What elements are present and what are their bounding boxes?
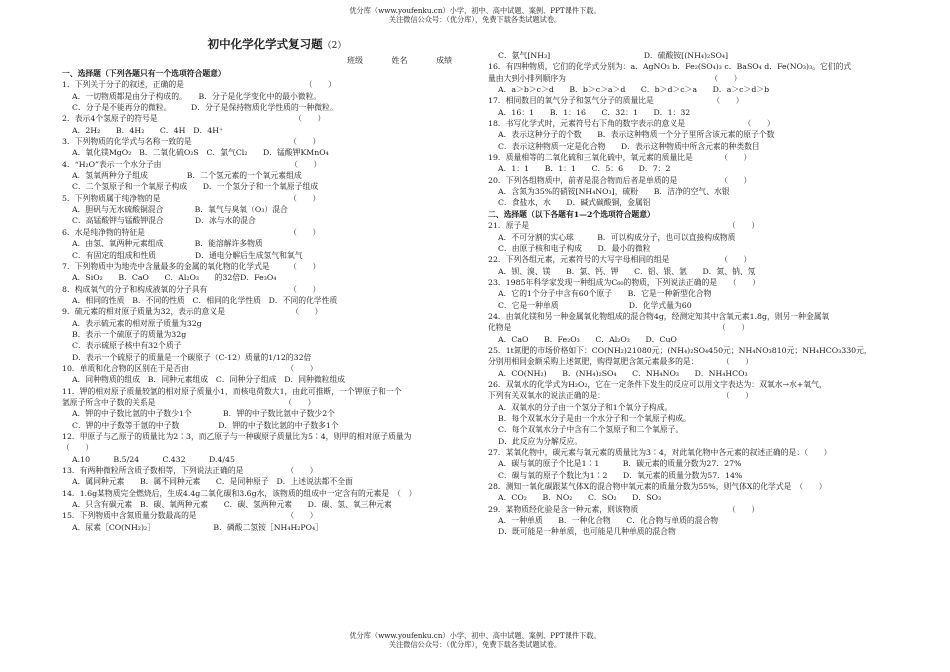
question-stem: 13．有两种微粒所含质子数相等，下列说法正确的是 （ ）	[62, 466, 318, 476]
answer-options: A．表示这种分子的个数 B．表示这种物质一个分子里所含该元素的原子个数	[498, 130, 775, 140]
answer-options: C．由原子核和电子构成 D．最小的微粒	[498, 243, 651, 253]
question-stem: 29．某物质经化验是含一种元素，则该物质 （ ）	[488, 504, 760, 514]
answer-options: A．SiO₂ B．CaO C．Al₂O₃ 的32倍D．Fe₃O₄	[72, 273, 277, 283]
question-stem: 16．有四种物质，它们的化学式分别为：a．AgNO₃ b．Fe₂(SO₄)₃ c．BaSO₄ d．Fe(NO₃)₃。它们的式	[488, 62, 852, 72]
right-continuation	[488, 50, 906, 61]
question-stem: 3．下列物质的化学式与名称一致的是 （ ）	[62, 137, 321, 147]
answer-options: C．分子是不能再分的微粒。 D．分子是保持物质化学性质的一种微粒。	[72, 103, 338, 113]
section-heading: 一、选择题（下列各题只有一个选项符合题意）	[62, 69, 226, 78]
question-stem: 7．下列物质中为地壳中含量最多的金属的氧化物的化学式是 （ ）	[62, 261, 321, 271]
question-stem: 5．下列物质属于纯净物的是 （ ）	[62, 193, 321, 203]
answer-options: A．含氮为35%的硝铵[NH₄NO₃]，硫粉 B．洁净的空气、水银	[498, 187, 730, 197]
question-stem: 21．原子是 （ ）	[488, 221, 760, 231]
footer-line: 优分库（www.youfenku.cn）小学、初中、高中试题、案例、PPT课件下载。	[349, 631, 601, 640]
question-stem: 26．双氧水的化学式为H₂O₂，它在一定条件下发生的反应可以用文字表达为：双氧水→水+氧气，	[488, 379, 827, 389]
question-continuation: 分别用相同金额采购上述氮肥，购得氮肥含氮元素最多的是： （ ）	[488, 357, 754, 367]
answer-options: A．属同种元素 B．属不同种元素 C．是同种原子 D．上述说法都不全面	[72, 477, 353, 487]
answer-options: A．不可分割的实心球 B．可以构成分子，也可以直接构成物质	[498, 232, 736, 242]
question-continuation: （ ）	[62, 443, 94, 453]
right-question-list	[488, 61, 906, 537]
answer-options: A．CO₂ B．NO₂ C．SO₂ D．SO₃	[498, 493, 662, 503]
answer-options: A．1：1 B．1：1 C．5：6 D．7：2	[498, 164, 671, 174]
question-continuation: 量由大到小排列顺序为 （ ）	[488, 73, 742, 83]
question-stem: 9．硫元素的相对原子质量为32，表示的意义是 （ ）	[62, 307, 323, 317]
question-continuation: 化物是 （ ）	[488, 323, 750, 333]
section-heading: 二、选择题（以下各题有1—2个选项符合题意）	[488, 209, 655, 219]
question-stem: 2．表示4个氢原子的符号是 （ ）	[62, 114, 326, 124]
answer-options: B．表示一个硫原子的质量为32g	[72, 329, 187, 339]
student-info-line: 班级 姓名 成绩	[347, 56, 453, 65]
answer-options: C．钾的中子数等于氩的中子数 D．钾的中子数比氩的中子数多1个	[72, 420, 339, 430]
question-stem: 24．由氧化镁和另一种金属氧化物组成的混合物4g，经测定知其中含氧元素1.8g，则另一种金属氧	[488, 311, 830, 321]
header-line: 关注微信公众号：（优分库），免费下载各类试题试卷。	[388, 15, 562, 24]
question-stem: 18．书写化学式时，元素符号右下角的数字表示的意义是 （ ）	[488, 119, 775, 129]
answer-options: A．表示硫元素的相对原子质量为32g	[72, 318, 202, 328]
answer-options: A．一切物质都是由分子构成的。 B．分子是化学变化中的最小微粒。	[72, 91, 322, 101]
answer-options: B．每个双氧水分子是由一个水分子和一个氧原子构成。	[498, 414, 691, 423]
question-stem: 8．构成氧气的分子和构成液氧的分子具有 （ ）	[62, 284, 321, 294]
answer-options: D．既可能是一种单质，也可能是几种单质的混合物	[498, 527, 676, 537]
question-stem: 22．下列各组元素，元素符号的大写字母相同的组是 （ ）	[488, 255, 752, 265]
left-question-list	[62, 68, 482, 533]
question-stem: 11．钾的相对原子质量较氩的相对原子质量小1，而核电荷数大1，由此可推断，一个钾原子和一个	[62, 386, 402, 396]
question-stem: 12．甲原子与乙原子的质量比为2∶3，而乙原子与一种碳原子质量比为5∶4，则甲的相对原子质量为	[62, 432, 412, 441]
question-stem: 15．下列物质中含氮质量分数最高的是 （ ）	[62, 511, 318, 521]
answer-options: C．高锰酸钾与锰酸钾混合 D．冰与水的混合	[72, 216, 256, 226]
answer-options: A．CO(NH₂) B．(NH₄)₂SO₄ C．NH₄NO₃ D．NH₄HCO₃	[498, 368, 748, 378]
answer-options: C．碳与氧的原子个数比为1∶2 D．氧元素的质量分数为57．14%	[498, 470, 743, 480]
answer-options: A．钾的中子数比氩的中子数少1个 B．钾的中子数比氩中子数少2个	[72, 409, 335, 419]
answer-options: A．碳与氧的原子个比是1∶1 B．碳元素的质量分数为27．27%	[498, 459, 742, 469]
answer-options: A．由氢、氧两种元素组成 B．能溶解许多物质	[72, 239, 263, 249]
page-footer	[0, 631, 950, 649]
question-stem: 27．某氧化物中，碳元素与氧元素的质量比为3∶4，对此氧化物中各元素的叙述正确的是：（ ）	[488, 448, 832, 458]
question-stem: 10．单质和化合物的区别在于是否由 （ ）	[62, 363, 318, 373]
answer-options: A．CaO B．Fe₂O₃ C．Al₂O₃ D．CuO	[498, 334, 677, 344]
question-stem: 28．测知一氧化碳跟某气体X的混合物中氧元素的质量分数为55%，则气体X的化学式是 （ ）	[488, 482, 827, 492]
answer-options: A.10 B.5/24 C.432 D.4/45	[72, 454, 235, 464]
question-stem: 1．下列关于分子的叙述，正确的是 （ ）	[62, 80, 336, 90]
title-text: 初中化学化学式复习题	[207, 37, 323, 51]
question-stem: 20．下列各组物质中，前者是混合物而后者是单质的是 （ ）	[488, 175, 752, 185]
question-stem: 19．质量相等的二氧化硫和三氧化硫中，氧元素的质量比是 （ ）	[488, 153, 752, 163]
answer-options: A．只含有碳元素 B．碳、氧两种元素 C．碳、氢两种元素 D．碳、氢、氧三种元素	[72, 500, 392, 510]
answer-options: A．双氧水的分子由一个氢分子和1个氧分子构成。	[498, 402, 673, 412]
left-column	[62, 34, 482, 533]
question-stem: 6．水是纯净物的特征是 （ ）	[62, 227, 321, 237]
answer-options: C．食盐水，水 D．碱式碳酸铜，金属铝	[498, 198, 651, 208]
answer-options: A．胆矾与无水硫酸铜混合 B．氧气与臭氧（O₃）混合	[72, 205, 288, 215]
title-suffix: （2）	[322, 41, 347, 51]
question-stem: 4．“H₂O”表示一个水分子由 （ ）	[62, 159, 322, 169]
answer-options: C．每个双氧水分子中含有二个氢原子和二个氧原子。	[498, 425, 684, 435]
page-title	[62, 34, 482, 54]
answer-options: A．相同的性质 B．不同的性质 C．相同的化学性质 D．不同的化学性质	[72, 295, 338, 305]
question-continuation: 下列有关双氧水的说法正确的是： （ ）	[488, 391, 754, 401]
footer-line: 关注微信公众号：（优分库），免费下载各类试题试卷。	[388, 640, 562, 649]
answer-options: C．有固定的组成和性质 D．通电分解后生成氢气和氧气	[72, 250, 303, 260]
question-continuation: 氩原子所含中子数的关系是 （ ）	[62, 397, 316, 407]
answer-options: A．它的1个分子中含有60个原子 B．它是一种新型化合物	[498, 289, 712, 299]
answer-options: C．表示这种物质一定是化合物 D．表示这种物质中所含元素的种类数目	[498, 141, 760, 151]
answer-options: A．同种物质的组成 B．同种元素组成 C．同种分子组成 D．同种微粒组成	[72, 375, 346, 385]
question-stem: 25．1t氮肥的市场价格如下：CO(NH₂)21080元；(NH₄)₂SO₄450元；NH₄NO₃810元；NH₄HCO₃330元，	[488, 345, 872, 355]
answer-options: A．一种单质 B．一种化合物 C．化合物与单质的混合物	[498, 516, 719, 526]
answer-options: C．二个氢原子和一个氧原子构成 D．一个氢分子和一个氧原子组成	[72, 182, 319, 192]
answer-options: C．表示硫原子核中有32个质子	[72, 341, 182, 351]
answer-options: A．氧化镁MgO₂ B．二氧化硫O₂S C．氯气Cl₂ D．锰酸钾KMnO₄	[72, 148, 329, 158]
answer-options: C．氨气[NH₃] D．硫酸铵[(NH₄)₂SO₄]	[498, 51, 729, 60]
answer-options: A．尿素［CO(NH₂)₂］ B．磷酸二氢铵［NH₄H₂PO₄］	[72, 522, 323, 532]
right-column	[488, 6, 906, 538]
answer-options: A．钡、溴、镁 B．氯、钙、钾 C．铝、银、氩 D．氮、钠、氖	[498, 266, 756, 276]
answer-options: D．此反应为分解反应。	[498, 436, 583, 446]
question-stem: 23．1985年科学家发现一种组成为C₆₀的物质，下列说法正确的是 （ ）	[488, 277, 760, 287]
answer-options: C．它是一种单质 D．化学式量为60	[498, 300, 692, 310]
answer-options: A．氢氧两种分子组成 B．二个氢元素的一个氧元素组成	[72, 171, 302, 181]
question-stem: 17．相同数目的氧气分子和氢气分子的质量比是 （ ）	[488, 96, 744, 106]
question-stem: 14．1.6g某物质完全燃烧后，生成4.4g二氧化碳和3.6g水，该物质的组成中一定含有的元素是 （ ）	[62, 488, 417, 498]
header-line: 优分库（www.youfenku.cn）小学、初中、高中试题、案例、PPT课件下载。	[349, 6, 601, 15]
answer-options: A．2H₂ B．4H₂ C．4H D．4H⁺	[72, 125, 224, 135]
answer-options: A．a＞b＞c＞d B．b＞c＞a＞d C．b＞d＞c＞a D．a＞c＞d＞b	[498, 85, 770, 95]
answer-options: A．16：1 B．1：16 C．32：1 D．1：32	[498, 107, 691, 117]
answer-options: D．表示一个硫原子的质量是一个碳原子（C-12）质量的1/12的32倍	[72, 352, 312, 362]
